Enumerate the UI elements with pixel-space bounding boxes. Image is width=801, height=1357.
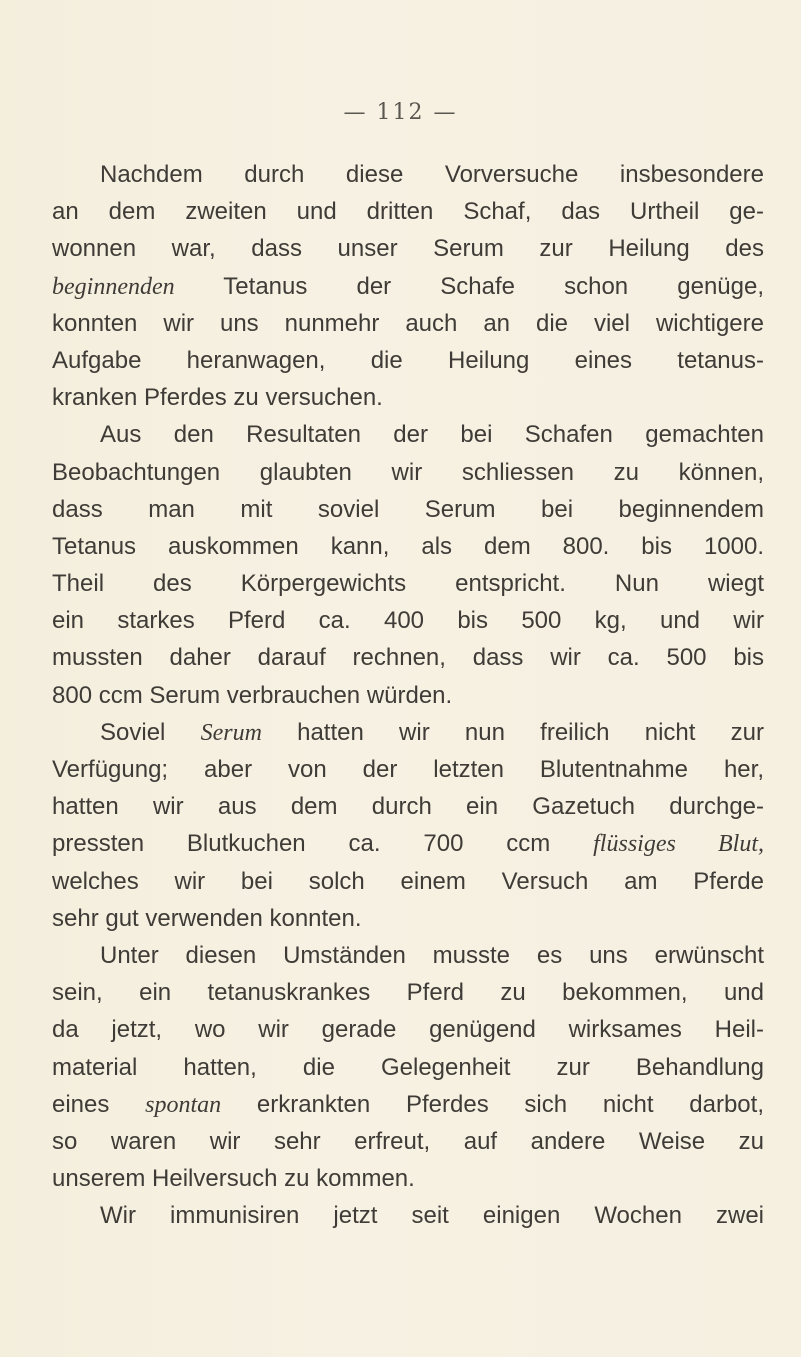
text-line <box>52 268 764 305</box>
text-line <box>52 788 764 825</box>
italic-text: spontan <box>145 1091 222 1118</box>
text-line <box>52 677 764 714</box>
text-line <box>52 193 764 230</box>
text-line <box>52 1011 764 1048</box>
text-segment: mussten daher darauf rechnen, dass wir ca. 500 bis <box>52 644 764 672</box>
text-segment: Wir immunisiren jetzt seit einigen Wochen zwei <box>100 1202 764 1230</box>
text-line <box>52 1049 764 1086</box>
text-line <box>52 714 764 751</box>
text-segment: Nachdem durch diese Vorversuche insbesondere <box>100 161 764 188</box>
text-line <box>52 1197 764 1234</box>
text-segment: erkrankten Pferdes sich nicht darbot, <box>221 1090 764 1118</box>
text-segment: hatten wir nun freilich nicht zur <box>261 718 764 746</box>
text-segment: ein starkes Pferd ca. 400 bis 500 kg, und wir <box>52 607 764 635</box>
text-segment: Theil des Körpergewichts entspricht. Nun wiegt <box>52 570 764 598</box>
text-line <box>52 937 764 974</box>
text-segment: Verfügung; aber von der letzten Blutentnahme her, <box>52 756 764 783</box>
text-segment: so waren wir sehr erfreut, auf andere Weise zu <box>52 1127 764 1155</box>
page-number: — 112 — <box>343 100 458 125</box>
text-segment: 800 ccm Serum verbrauchen würden. <box>52 681 453 709</box>
text-line <box>52 379 764 416</box>
text-line <box>52 974 764 1011</box>
text-line <box>52 156 764 193</box>
text-line <box>52 863 764 900</box>
text-line <box>52 305 764 342</box>
text-segment: Aus den Resultaten der bei Schafen gemachten <box>100 421 764 449</box>
text-segment: sein, ein tetanuskrankes Pferd zu bekommen, und <box>52 979 764 1007</box>
text-segment: Unter diesen Umständen musste es uns erwünscht <box>100 941 764 969</box>
text-segment: material hatten, die Gelegenheit zur Behandlung <box>52 1053 764 1081</box>
italic-text: Serum <box>200 719 262 746</box>
text-segment: welches wir bei solch einem Versuch am Pferde <box>52 867 764 895</box>
text-line <box>52 1123 764 1160</box>
text-segment: Aufgabe heranwagen, die Heilung eines tetanus- <box>52 346 764 374</box>
text-line <box>52 900 764 937</box>
text-segment: an dem zweiten und dritten Schaf, das Urtheil ge- <box>52 198 764 226</box>
text-line <box>52 454 764 491</box>
text-line <box>52 528 764 565</box>
text-line <box>52 342 764 379</box>
text-line <box>52 1160 764 1197</box>
body-text <box>52 156 764 1234</box>
text-segment: da jetzt, wo wir gerade genügend wirksames Heil- <box>52 1016 764 1044</box>
text-segment: hatten wir aus dem durch ein Gazetuch durchge- <box>52 793 764 821</box>
text-line <box>52 639 764 676</box>
text-segment: Beobachtungen glaubten wir schliessen zu können, <box>52 458 764 486</box>
text-line <box>52 751 764 788</box>
text-segment: Soviel <box>100 718 201 746</box>
text-segment: unserem Heilversuch zu kommen. <box>52 1165 415 1193</box>
text-segment: Tetanus auskommen kann, als dem 800. bis 1000. <box>52 532 764 560</box>
text-line <box>52 565 764 602</box>
text-segment: kranken Pferdes zu versuchen. <box>52 384 383 412</box>
text-line <box>52 1086 764 1123</box>
italic-text: flüssiges Blut, <box>593 831 765 858</box>
text-line <box>52 416 764 453</box>
text-segment: eines <box>52 1090 146 1118</box>
text-segment: dass man mit soviel Serum bei beginnendem <box>52 495 764 523</box>
text-line <box>52 230 764 267</box>
text-segment: sehr gut verwenden konnten. <box>52 904 362 932</box>
text-segment: Tetanus der Schafe schon genüge, <box>174 272 764 300</box>
text-segment: pressten Blutkuchen ca. 700 ccm <box>52 830 594 858</box>
text-line <box>52 825 764 862</box>
text-segment: wonnen war, dass unser Serum zur Heilung des <box>52 235 764 263</box>
text-line <box>52 491 764 528</box>
italic-text: beginnenden <box>52 273 175 300</box>
text-segment: konnten wir uns nunmehr auch an die viel wichtigere <box>52 309 764 337</box>
text-line <box>52 602 764 639</box>
